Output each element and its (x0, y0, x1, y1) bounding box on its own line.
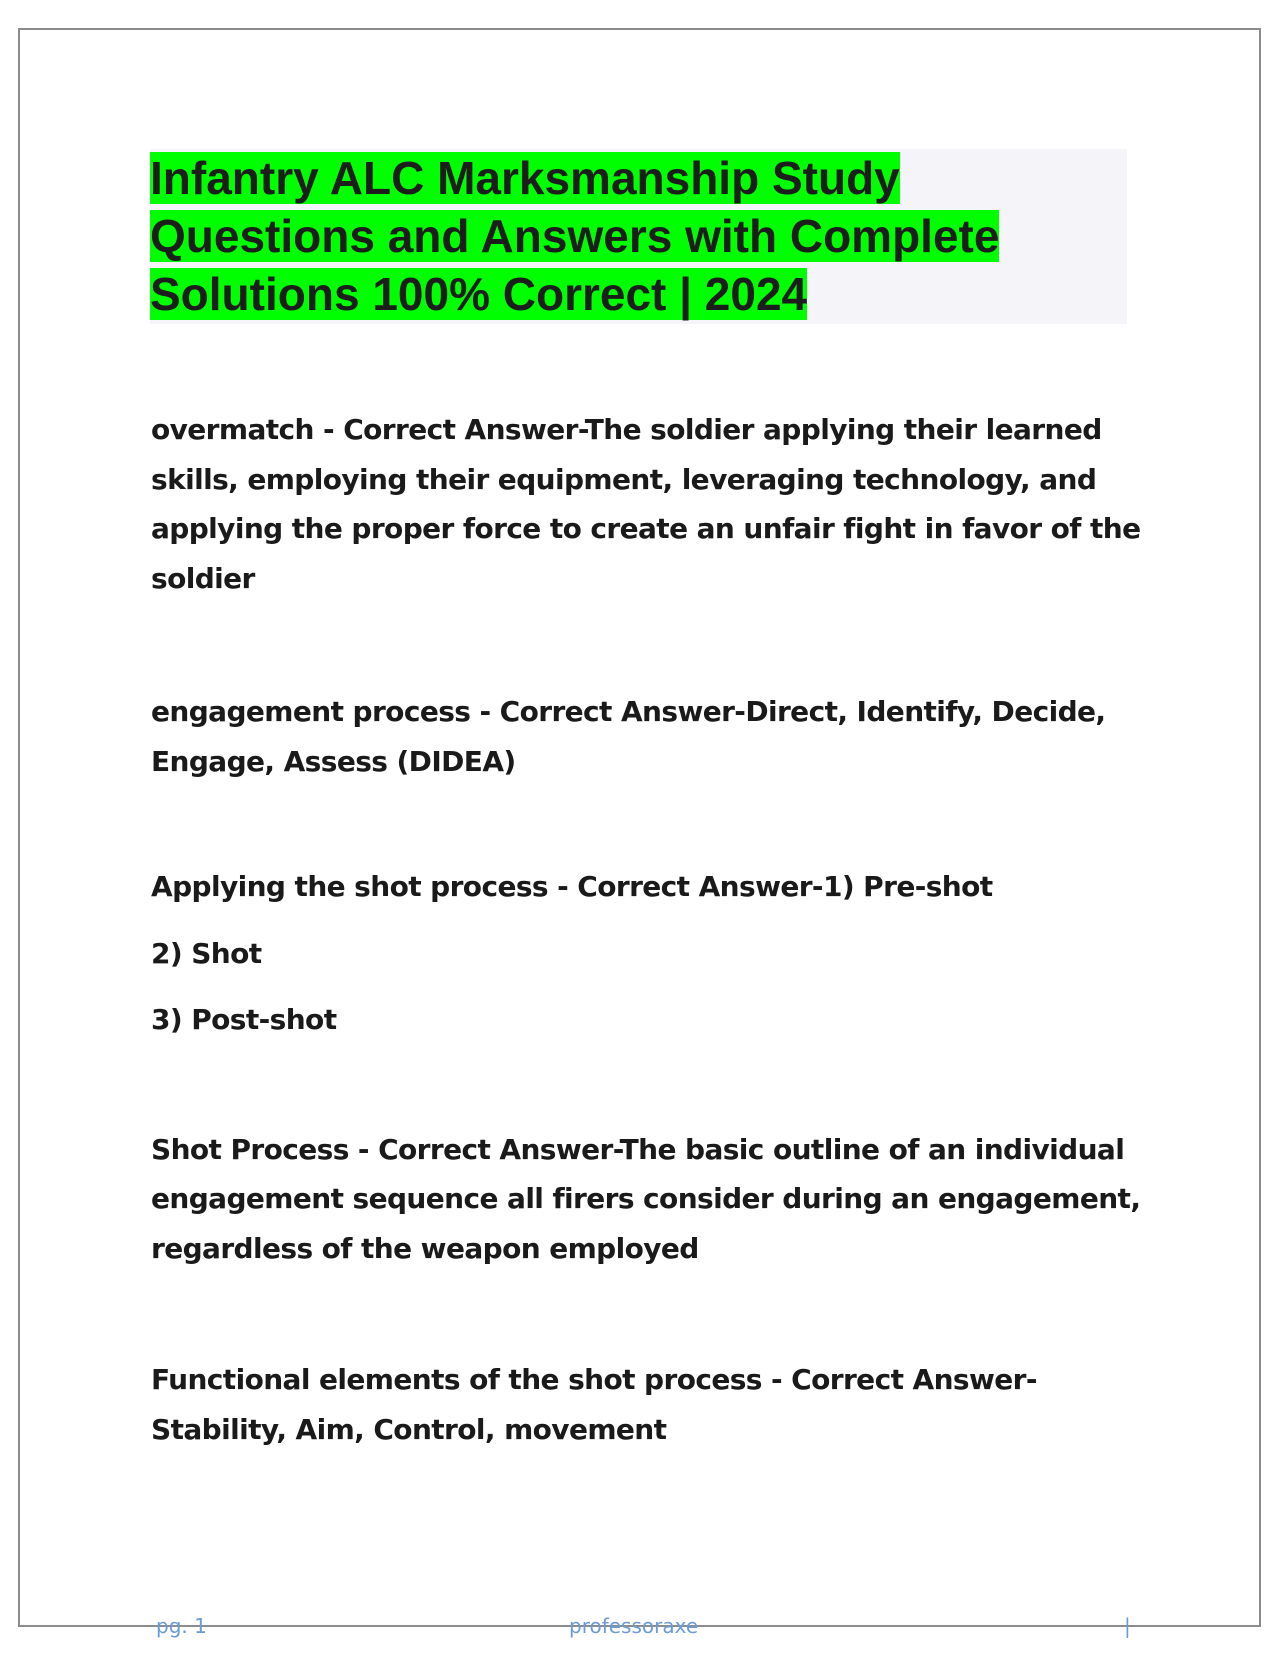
title-line-2: Questions and Answers with Complete (150, 210, 1000, 262)
page-footer (0, 1614, 1280, 1644)
title-line-3: Solutions 100% Correct | 2024 (150, 268, 808, 320)
qa-item (151, 1125, 1141, 1274)
title-block (150, 149, 1127, 324)
footer-author: professoraxe (569, 1614, 699, 1638)
document-body (151, 405, 1141, 1454)
qa-text: Shot Process - Correct Answer-The basic outline of an individual engagement sequence all firers consider during an engagement, regardless of the weapon employed (151, 1132, 1141, 1265)
title-line-1: Infantry ALC Marksmanship Study (150, 152, 900, 204)
qa-item (151, 405, 1141, 603)
qa-text: 3) Post-shot (151, 1003, 337, 1036)
qa-text: 2) Shot (151, 936, 262, 970)
qa-item (151, 1355, 1141, 1454)
qa-text: Functional elements of the shot process - Correct Answer-Stability, Aim, Control, movement (151, 1363, 1037, 1446)
qa-text: overmatch - Correct Answer-The soldier applying their learned skills, employing their equipment, leveraging technology, and applying the proper force to create an unfair fight in favor of the soldier (151, 413, 1141, 595)
footer-page-number: pg. 1 (156, 1614, 207, 1638)
qa-item (151, 862, 1141, 1045)
qa-text: engagement process - Correct Answer-Direct, Identify, Decide, Engage, Assess (DIDEA) (151, 695, 1106, 778)
qa-item (151, 687, 1141, 786)
footer-separator: | (1124, 1614, 1131, 1638)
qa-text: Applying the shot process - Correct Answer-1) Pre-shot (151, 870, 993, 903)
document-title (150, 149, 1127, 323)
